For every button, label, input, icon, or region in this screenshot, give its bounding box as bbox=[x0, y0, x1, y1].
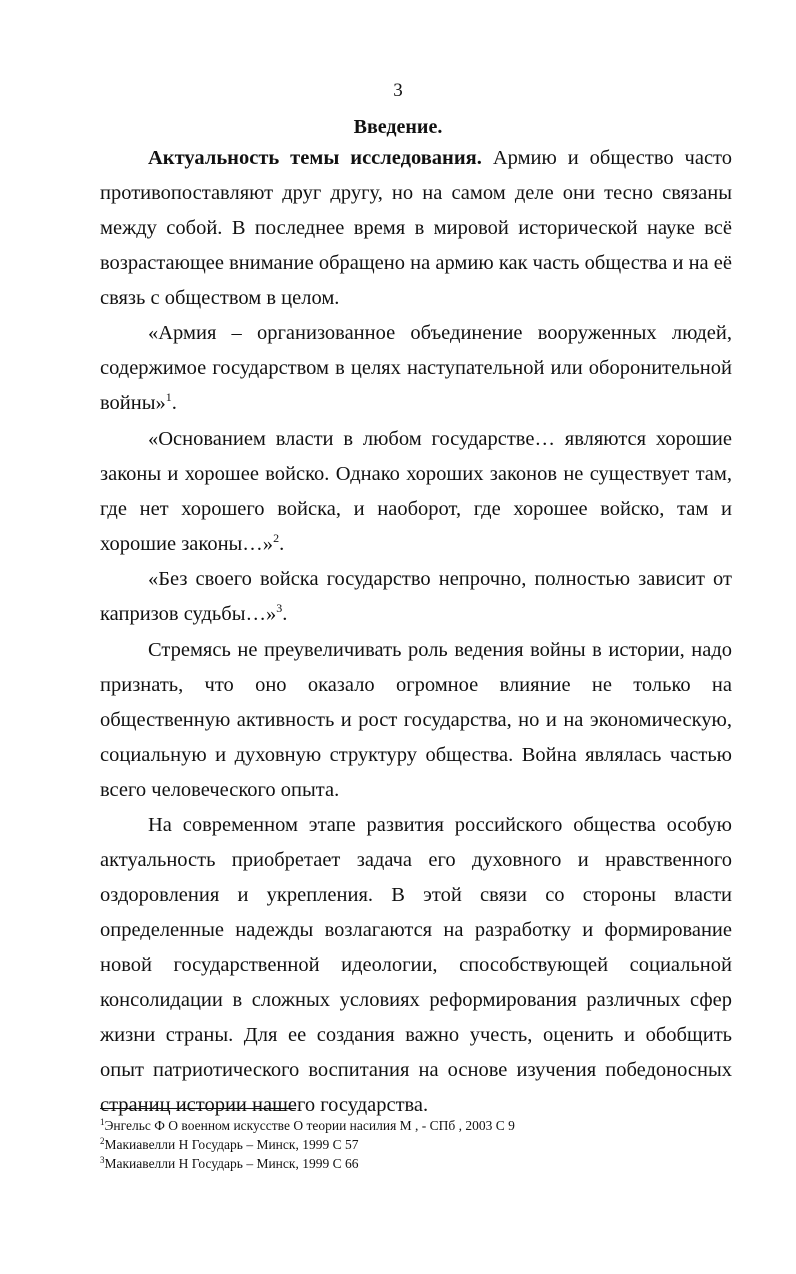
quote-text: «Без своего войска государство непрочно, полностью зависит от капризов судьбы…» bbox=[100, 568, 732, 625]
footnote-text: Энгельс Ф О военном искусстве О теории насилия М , - СПб , 2003 С 9 bbox=[104, 1118, 515, 1133]
quote-text: «Армия – организованное объединение вооруженных людей, содержимое государством в целях наступательной или оборонительной войны» bbox=[100, 322, 732, 414]
paragraph-modern-stage: На современном этапе развития российского общества особую актуальность приобретает задача его духовного и нравственного оздоровления и укрепления. В этой связи со стороны власти определенные надежды возлагаются на разработку и формирование новой государственной идеологии, способствующей социальной консолидации в сложных условиях реформирования различных сфер жизни страны. Для ее создания важно учесть, оценить и обобщить опыт патриотического воспитания на основе изучения победоносных страниц истории нашего государства. bbox=[100, 814, 732, 1116]
quote-end: . bbox=[171, 392, 177, 414]
footnote-divider bbox=[100, 1108, 296, 1109]
paragraph-war-role: Стремясь не преувеличивать роль ведения войны в истории, надо признать, что оно оказало огромное влияние не только на общественную активность и рост государства, но и на экономическую, социальную и духовную структуру общества. Война являлась частью всего человеческого опыта. bbox=[100, 639, 732, 801]
footnote-ref: 3 bbox=[276, 601, 283, 615]
footnote bbox=[100, 1135, 732, 1154]
footnote-number: 2 bbox=[100, 1136, 105, 1146]
quote-text: «Основанием власти в любом государстве… являются хорошие законы и хорошее войско. Однако хороших законов не существует там, где нет хорошего войска, и наоборот, где хорошее войско, там и хорошие законы…» bbox=[100, 428, 732, 555]
paragraph-relevance bbox=[100, 141, 732, 316]
paragraph-quote-laws bbox=[100, 422, 732, 562]
footnotes bbox=[100, 1116, 732, 1173]
footnote-ref: 1 bbox=[165, 390, 172, 404]
footnote bbox=[100, 1154, 732, 1173]
footnote-ref: 2 bbox=[273, 531, 280, 545]
quote-end: . bbox=[279, 533, 285, 555]
paragraph-quote-army bbox=[100, 316, 732, 421]
paragraph-quote-fortune bbox=[100, 562, 732, 632]
page-number: 3 bbox=[393, 80, 403, 101]
section-heading: Введение. bbox=[353, 116, 443, 138]
paragraph-text: Армию и общество часто противопоставляют друг другу, но на самом деле они тесно связаны между собой. В последнее время в мировой исторической науке всё возрастающее внимание обращено на армию как часть общества и на её связь с обществом в целом. bbox=[100, 147, 732, 309]
footnote-number: 3 bbox=[100, 1155, 105, 1165]
footnote bbox=[100, 1116, 732, 1135]
footnote-text: Макиавелли Н Государь – Минск, 1999 С 57 bbox=[104, 1137, 359, 1152]
footnote-number: 1 bbox=[100, 1117, 105, 1127]
paragraph-lead: Актуальность темы исследования. bbox=[148, 147, 482, 169]
quote-end: . bbox=[282, 603, 288, 625]
footnote-text: Макиавелли Н Государь – Минск, 1999 С 66 bbox=[104, 1156, 359, 1171]
